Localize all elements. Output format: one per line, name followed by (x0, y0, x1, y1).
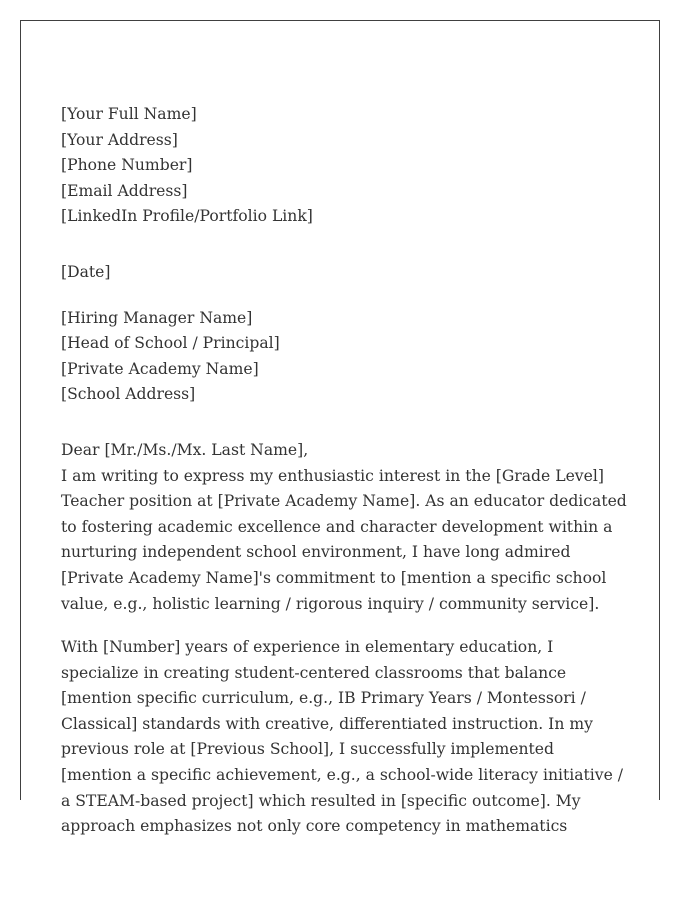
spacer (61, 286, 627, 306)
recipient-school-address: [School Address] (61, 385, 196, 404)
letter-page (20, 20, 660, 836)
sender-block (61, 102, 627, 230)
spacer (61, 408, 627, 438)
date-block (61, 260, 627, 286)
sender-email: [Email Address] (61, 181, 188, 200)
letter-date: [Date] (61, 262, 111, 281)
body-paragraph-1: I am writing to express my enthusiastic interest in the [Grade Level] Teacher position at [Private Academy Name]. As an educator dedicated to fostering academic excellence and character development within a nurturing independent school environment, I have long admired [Private Academy Name]'s commitment to [mention a specific school value, e.g., holistic learning / rigorous inquiry / community service]. (61, 466, 627, 613)
recipient-name: [Hiring Manager Name] (61, 308, 253, 327)
salutation: Dear [Mr./Ms./Mx. Last Name], (61, 440, 309, 459)
sender-portfolio-link: [LinkedIn Profile/Portfolio Link] (61, 207, 313, 226)
sender-address: [Your Address] (61, 130, 178, 149)
recipient-title: [Head of School / Principal] (61, 334, 280, 353)
letter-content (61, 102, 627, 840)
recipient-block (61, 306, 627, 408)
body-paragraph-2: With [Number] years of experience in elementary education, I specialize in creating student-centered classrooms that balance [mention specific curriculum, e.g., IB Primary Years / Montessori / Classical] standards with creative, differentiated instruction. In my previous role at [Previous School], I successfully implemented [mention a specific achievement, e.g., a school-wide literacy initiative / a STEAM-based project] which resulted in [specific outcome]. My approach emphasizes not only core competency in mathematics (61, 638, 624, 836)
sender-name: [Your Full Name] (61, 105, 197, 123)
recipient-school-name: [Private Academy Name] (61, 359, 259, 378)
sender-phone: [Phone Number] (61, 156, 193, 175)
spacer (61, 230, 627, 260)
letter-body (61, 438, 627, 840)
